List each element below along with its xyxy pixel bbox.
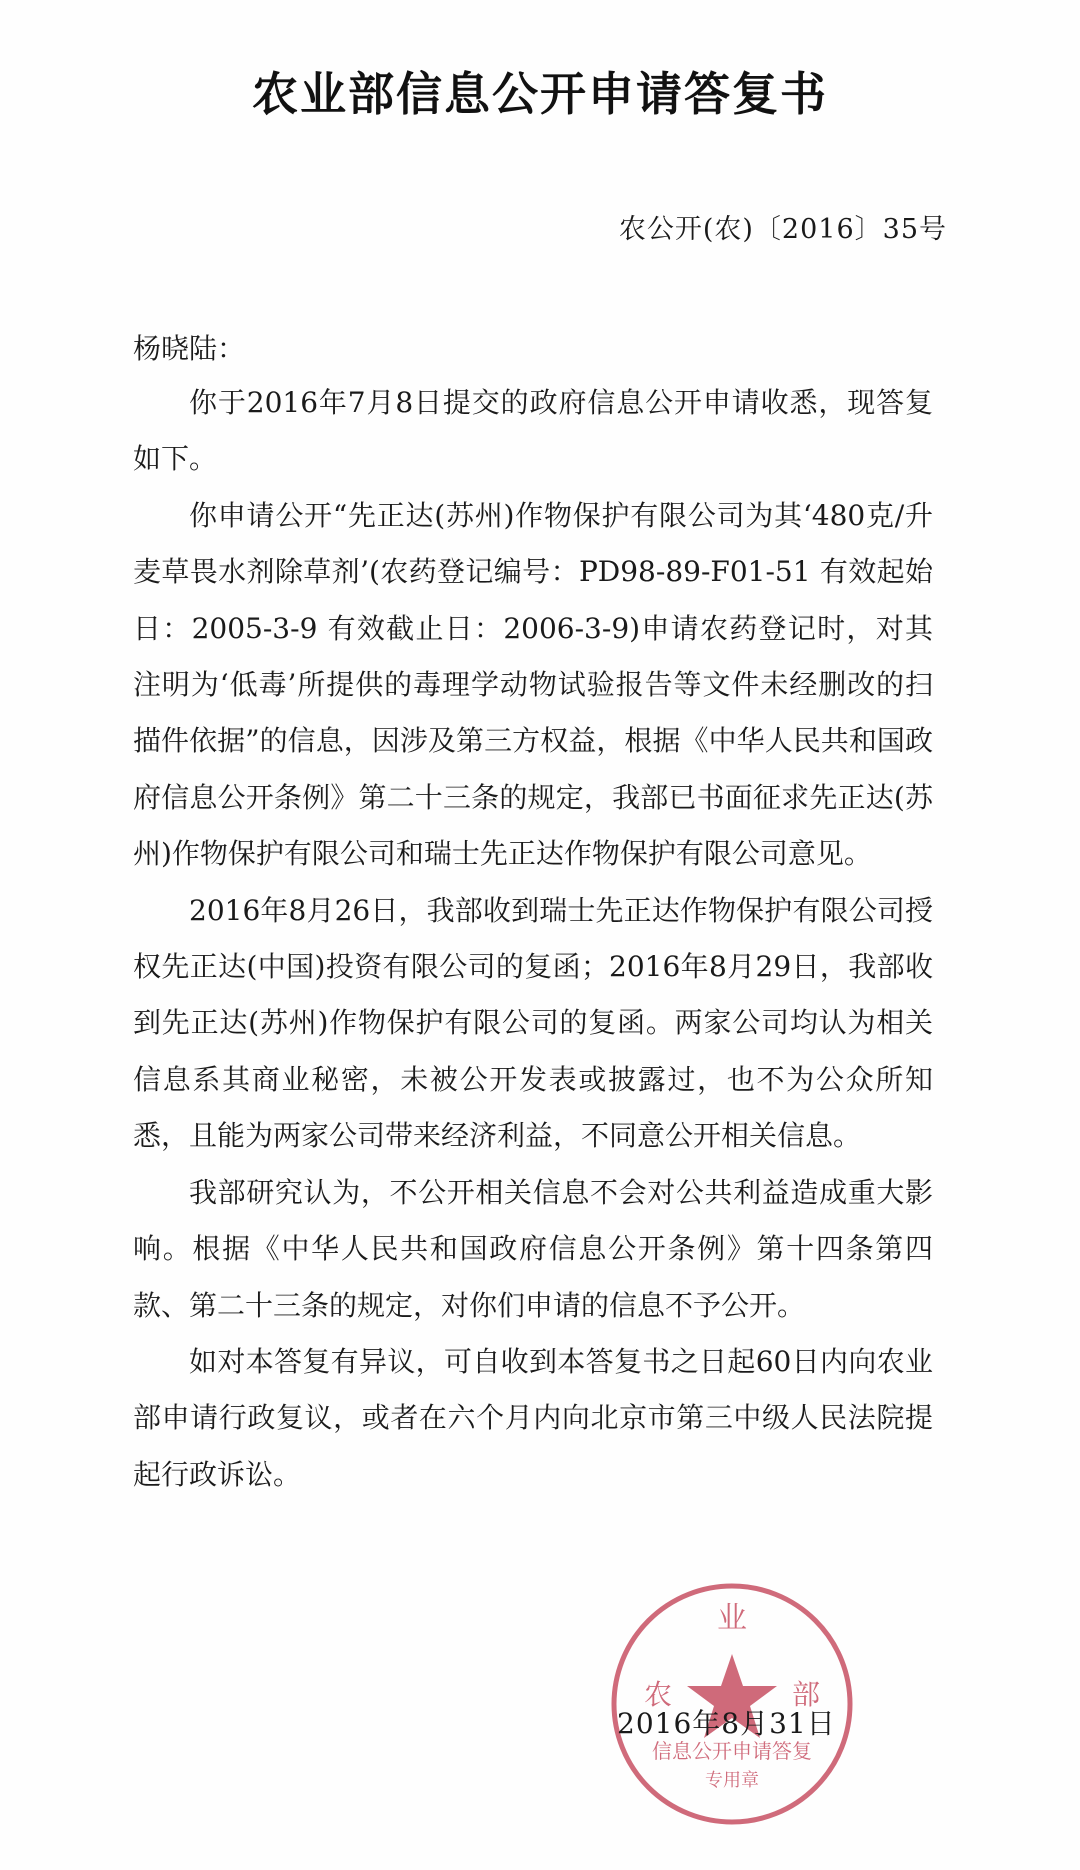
seal-bottom-text: 信息公开申请答复 [652, 1739, 812, 1763]
paragraph-1: 你于2016年7月8日提交的政府信息公开申请收悉，现答复如下。 [133, 386, 933, 476]
document-date: 2016年8月31日 [617, 1707, 836, 1740]
paragraph-3: 2016年8月26日，我部收到瑞士先正达作物保护有限公司授权先正达(中国)投资有限公司的复函；2016年8月29日，我部收到先正达(苏州)作物保护有限公司的复函。两家公司均认为相关信息系其商业秘密，未被公开发表或披露过，也不为公众所知悉，且能为两家公司带来经济利益，不同意公开相关信息。 [133, 893, 933, 1153]
seal-sub-text: 专用章 [705, 1770, 759, 1791]
salutation: 杨晓陆： [133, 332, 246, 365]
seal-top-text: 业 [717, 1601, 747, 1636]
seal-right-text: 部 [791, 1678, 821, 1711]
document-title: 农业部信息公开申请答复书 [252, 67, 828, 121]
document-number: 农公开(农)〔2016〕35号 [618, 214, 947, 245]
body-text [133, 375, 933, 1503]
paragraph-4: 我部研究认为，不公开相关信息不会对公共利益造成重大影响。根据《中华人民共和国政府信息公开条例》第十四条第四款、第二十三条的规定，对你们申请的信息不予公开。 [133, 1175, 933, 1322]
seal-left-text: 农 [643, 1678, 673, 1711]
paragraph-5: 如对本答复有异议，可自收到本答复书之日起60日内向农业部申请行政复议，或者在六个月内向北京市第三中级人民法院提起行政诉讼。 [133, 1344, 933, 1491]
paragraph-2: 你申请公开“先正达(苏州)作物保护有限公司为其‘480克/升麦草畏水剂除草剂’(农药登记编号：PD98-89-F01-51 有效起始日：2005-3-9 有效截止日：2006-3-9)申请农药登记时，对其注明为‘低毒’所提供的毒理学动物试验报告等文件未经删改的扫描件依据”的信息，因涉及第三方权益，根据《中华人民共和国政府信息公开条例》第二十三条的规定，我部已书面征求先正达(苏州)作物保护有限公司和瑞士先正达作物保护有限公司意见。 [133, 498, 933, 871]
